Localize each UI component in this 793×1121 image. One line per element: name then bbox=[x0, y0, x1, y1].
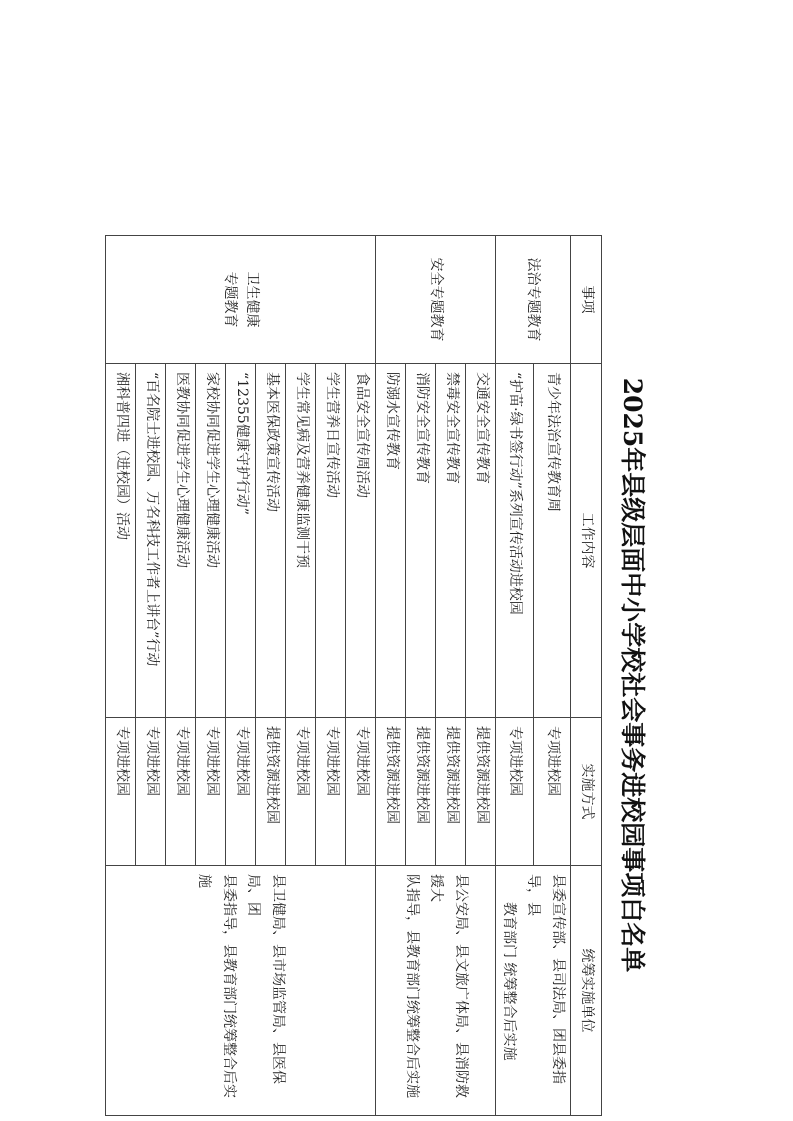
method-cell: 专项进校园 bbox=[286, 718, 316, 866]
rotated-document bbox=[113, 235, 658, 1115]
method-cell: 专项进校园 bbox=[196, 718, 226, 866]
method-cell: 提供资源进校园 bbox=[256, 718, 286, 866]
content-cell: 学生营养日宣传活动 bbox=[316, 364, 346, 718]
content-cell: 消防安全宣传教育 bbox=[406, 364, 436, 718]
method-cell: 提供资源进校园 bbox=[466, 718, 496, 866]
unit-line: 县公安局、县文旅广体局、县消防救援大 bbox=[428, 874, 469, 1098]
unit-cell bbox=[496, 866, 571, 1116]
content-cell: 交通安全宣传教育 bbox=[466, 364, 496, 718]
header-method: 实施方式 bbox=[571, 718, 602, 866]
table-body bbox=[106, 236, 571, 1116]
category-cell bbox=[496, 236, 571, 364]
content-cell: 家校协同促进学生心理健康活动 bbox=[196, 364, 226, 718]
header-category: 事项 bbox=[571, 236, 602, 364]
category-line: 专题教育 bbox=[222, 271, 238, 328]
content-cell: 学生常见病及营养健康监测干预 bbox=[286, 364, 316, 718]
document-title: 2025年县级层面中小学校社会事务进校园事项白名单 bbox=[618, 377, 647, 973]
method-cell: 提供资源进校园 bbox=[406, 718, 436, 866]
header-content: 工作内容 bbox=[571, 364, 602, 718]
content-cell: 青少年法治宣传教育周 bbox=[533, 364, 570, 718]
method-cell: 专项进校园 bbox=[226, 718, 256, 866]
category-cell bbox=[106, 236, 376, 364]
unit-line: 教育部门 统筹整合后实施 bbox=[501, 902, 517, 1061]
unit-cell bbox=[376, 866, 496, 1116]
content-cell: “12355健康守护行动” bbox=[226, 364, 256, 718]
content-cell: 基本医保政策宣传活动 bbox=[256, 364, 286, 718]
method-cell: 专项进校园 bbox=[533, 718, 570, 866]
unit-cell bbox=[106, 866, 376, 1116]
method-cell: 提供资源进校园 bbox=[376, 718, 406, 866]
unit-line: 县委宣传部、县司法局、团县委指导，县 bbox=[525, 874, 566, 1084]
table-row bbox=[533, 236, 570, 1116]
unit-line: 县卫健局、县市场监管局、县医保局、团 bbox=[245, 874, 286, 1084]
method-cell: 提供资源进校园 bbox=[436, 718, 466, 866]
content-cell: 防溺水宣传教育 bbox=[376, 364, 406, 718]
content-cell: 医教协同促进学生心理健康活动 bbox=[166, 364, 196, 718]
content-cell: “护苗·绿书签行动”系列宣传活动进校园 bbox=[496, 364, 533, 718]
whitelist-table bbox=[106, 235, 603, 1116]
method-cell: 专项进校园 bbox=[316, 718, 346, 866]
table-header-row bbox=[571, 236, 602, 1116]
content-cell: 禁毒安全宣传教育 bbox=[436, 364, 466, 718]
method-cell: 专项进校园 bbox=[346, 718, 376, 866]
unit-line: 县委指导，县教育部门统筹整合后实施 bbox=[196, 874, 237, 1098]
method-cell: 专项进校园 bbox=[496, 718, 533, 866]
category-line: 卫生健康 bbox=[244, 271, 261, 328]
table-row bbox=[346, 236, 376, 1116]
method-cell: 专项进校园 bbox=[136, 718, 166, 866]
content-cell: 食品安全宣传周活动 bbox=[346, 364, 376, 718]
method-cell: 专项进校园 bbox=[106, 718, 136, 866]
category-line: 法治专题教育 bbox=[525, 257, 542, 342]
header-unit: 统筹实施单位 bbox=[571, 866, 602, 1116]
category-cell bbox=[376, 236, 496, 364]
content-cell: “百名院士进校园、万名科技工作者上讲台”行动 bbox=[136, 364, 166, 718]
unit-line: 队指导，县教育部门统筹整合后实施 bbox=[403, 874, 420, 1098]
table-row bbox=[466, 236, 496, 1116]
content-cell: 湘科普四进（进校园）活动 bbox=[106, 364, 136, 718]
category-line: 安全专题教育 bbox=[428, 257, 445, 342]
method-cell: 专项进校园 bbox=[166, 718, 196, 866]
